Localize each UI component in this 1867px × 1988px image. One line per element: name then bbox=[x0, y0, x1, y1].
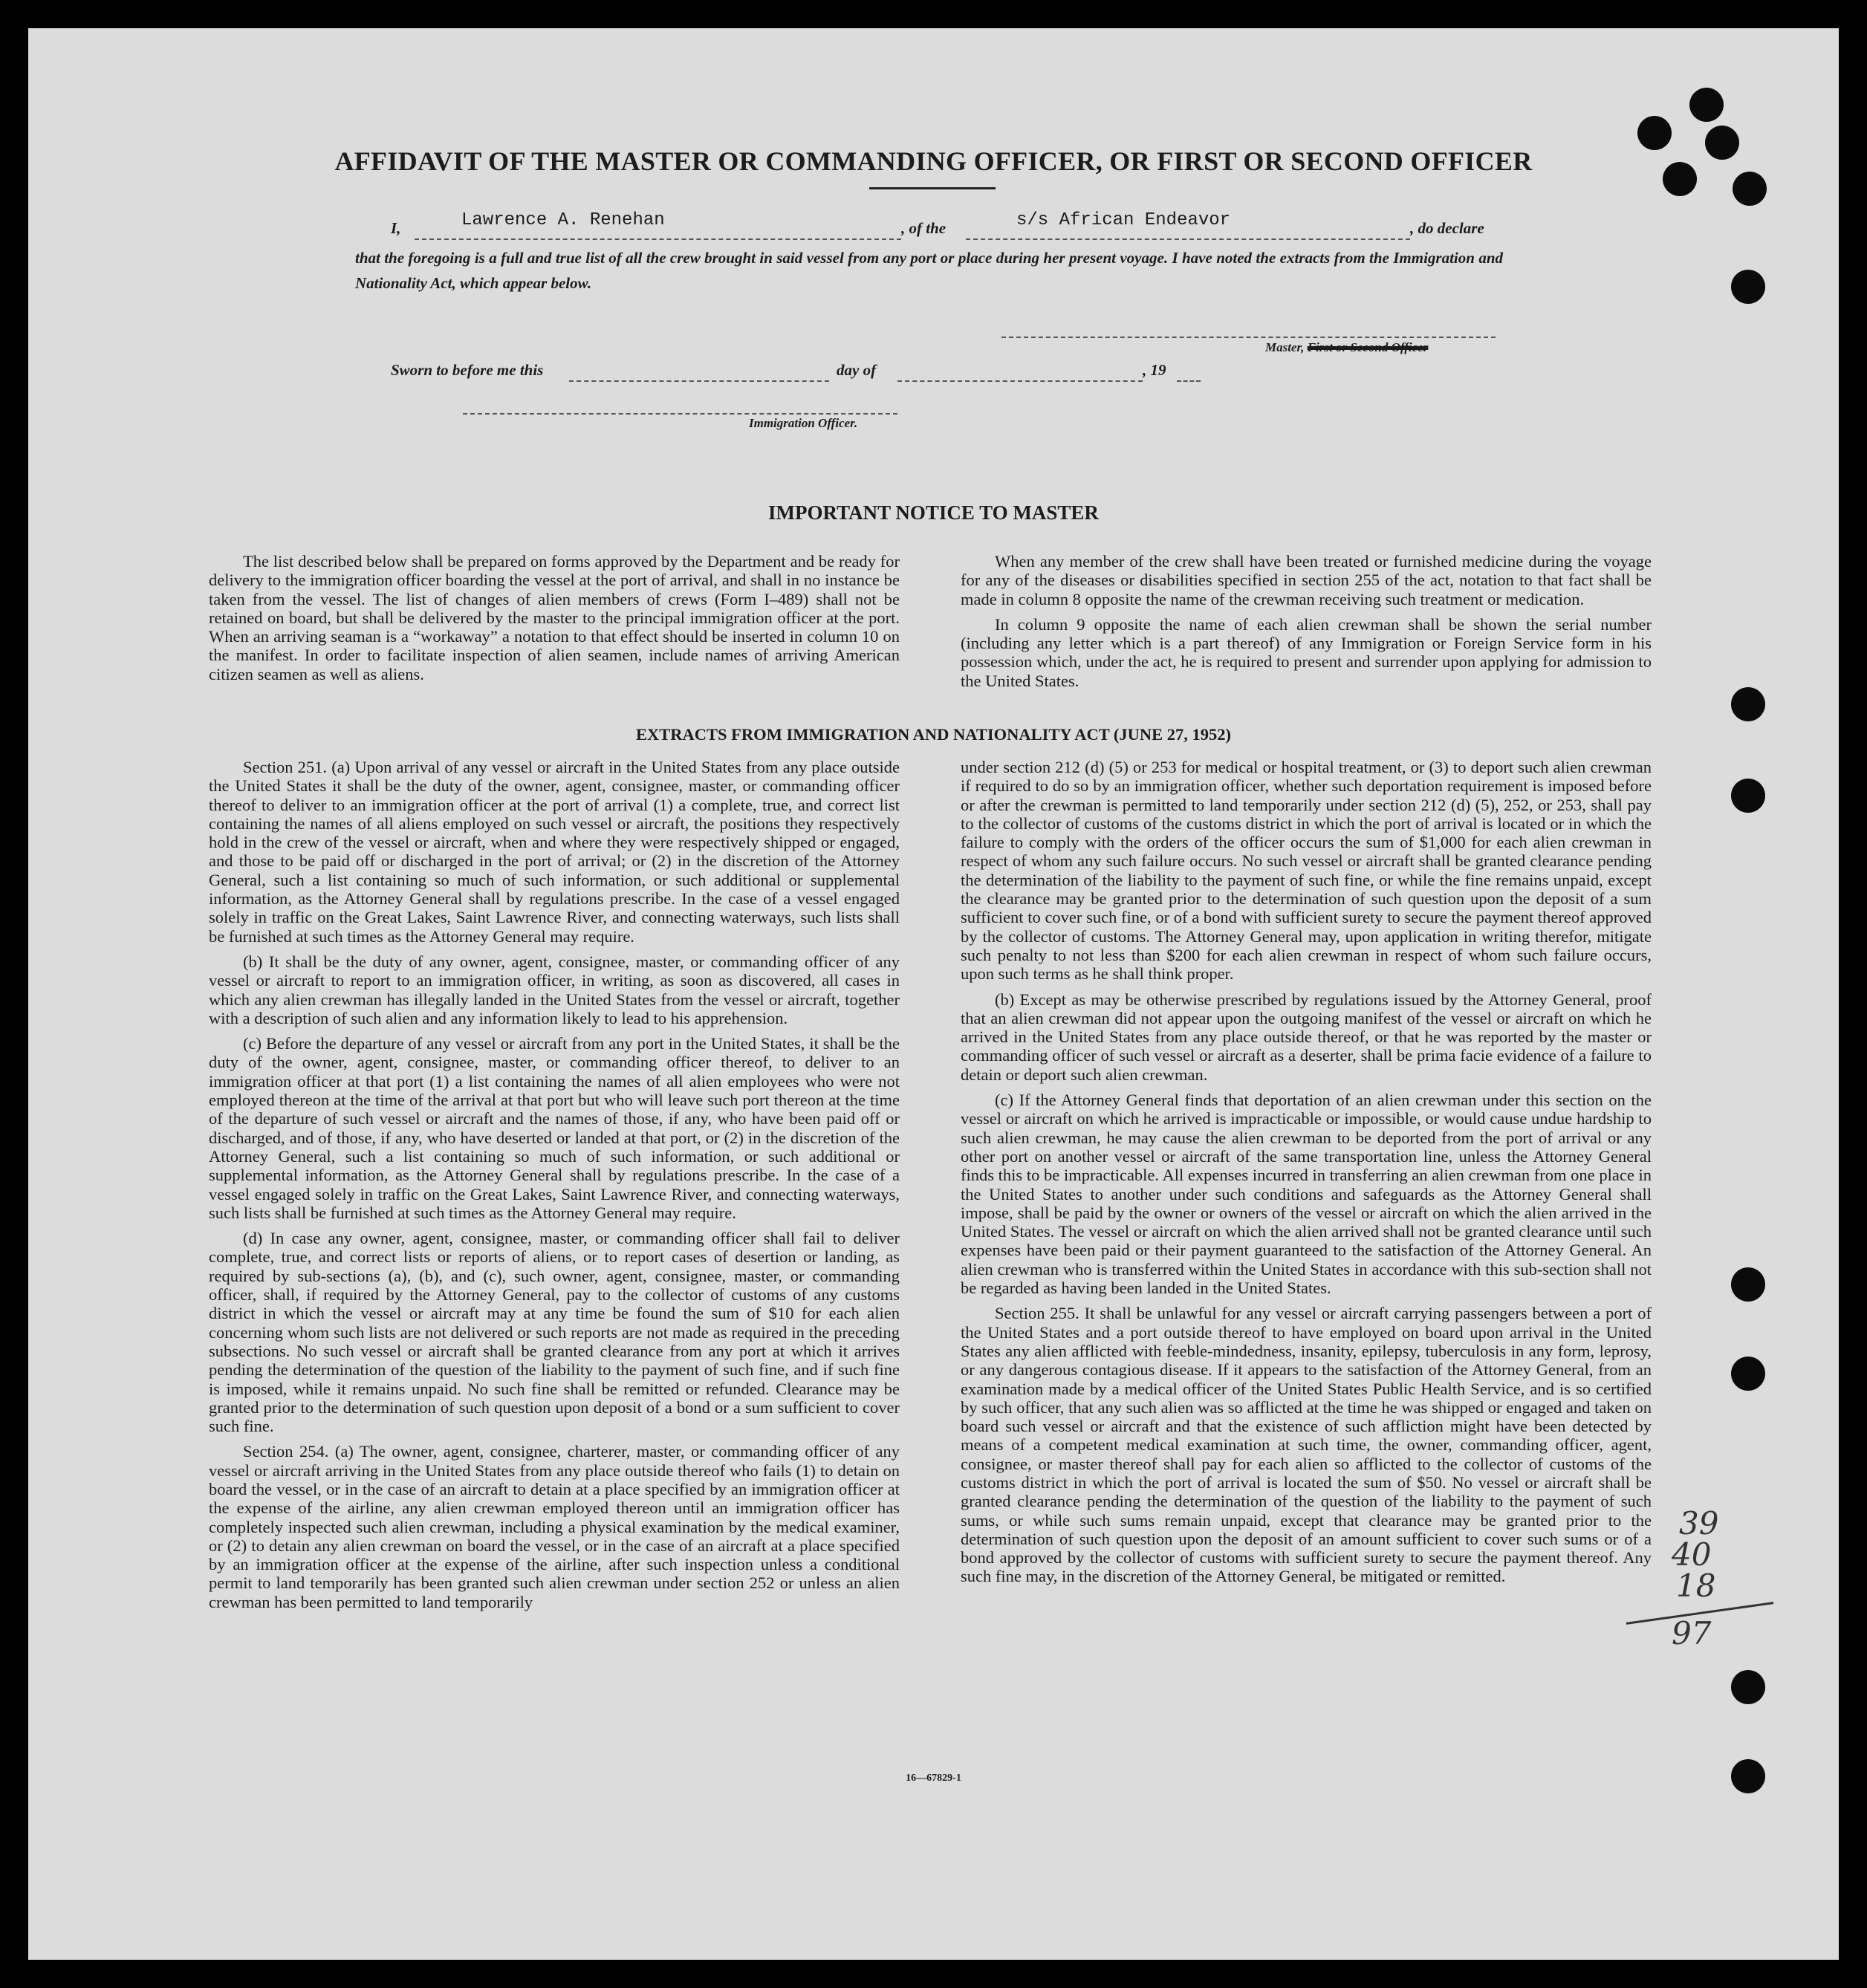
declaration-text: that the foregoing is a full and true list of all the crew brought in said vessel from any port or place during her present voyage. I have noted the extracts from the Immigration and Nationality Act, which appear below. bbox=[355, 249, 1503, 292]
notice-right-paragraph-1: When any member of the crew shall have been treated or furnished medicine during the voyage for any of the diseases or disabilities specified in section 255 of the act, notation to that fact shall be made in column 8 opposite the name of the crewman receiving such treatment or medication. bbox=[961, 552, 1652, 608]
of-the-label: , of the bbox=[901, 219, 947, 237]
form-number: 16—67829-1 bbox=[906, 1773, 961, 1784]
vessel-line bbox=[966, 238, 1410, 240]
section-254-a-continued: under section 212 (d) (5) or 253 for medical or hospital treatment, or (3) to deport such alien crewman if required to do so by an immigration officer, whether such deportation requirement is imposed before or after the crewman is permitted to land temporarily under section 212 (d) (5), 252, or 253, shall pay to the collector of customs of the customs district in which the port of arrival is located or in which the failure to comply with the orders of the officer occurs the sum of $1,000 for each alien crewman in respect of whom any such failure occurs. No such vessel or aircraft shall be granted clearance pending the determination of the liability to the payment of such fine, or while the fine remains unpaid, except the clearance may be granted prior to the determination of such question upon the deposit of a sum sufficient to cover such fine, or of a bond with sufficient surety to secure the payment thereof approved by the collector of customs. The Attorney General may, upon application in writing therefor, mitigate such penalty to not less than $200 for each alien crewman in respect of whom such failure occurs, upon such terms as he shall think proper. bbox=[961, 758, 1652, 984]
punch-hole bbox=[1731, 1670, 1765, 1704]
notice-right-column bbox=[961, 552, 1652, 697]
master-caption bbox=[1265, 340, 1428, 355]
sworn-label: Sworn to before me this bbox=[391, 361, 544, 379]
punch-hole bbox=[1689, 88, 1724, 122]
punch-hole bbox=[1731, 1267, 1765, 1302]
i-label: I, bbox=[391, 219, 401, 237]
notice-right-paragraph-2: In column 9 opposite the name of each alien crewman shall be shown the serial number (including any letter which is a part thereof) of any Immigration or Foreign Service form in his possession which, under the act, he is required to present and surrender upon applying for admission to the United States. bbox=[961, 614, 1652, 690]
extracts-right-column bbox=[961, 758, 1652, 1593]
section-254-a: Section 254. (a) The owner, agent, consignee, charterer, master, or commanding officer of any vessel or aircraft arriving in the United States from any place outside thereof who fails (1) to detain on board the vessel, or in the case of an aircraft to detain at a place specified by an immigration officer at the expense of the airline, any alien crewman employed thereon until an immigration officer has completely inspected such alien crewman, including a physical examination by the medical examiner, or (2) to detain any alien crewman on board the vessel, or in the case of an aircraft at a place specified by an immigration officer at the expense of the airline, after such inspection unless a conditional permit to land temporarily has been granted such alien crewman under section 252 or unless an alien crewman has been permitted to land temporarily bbox=[209, 1442, 900, 1611]
handwritten-number: 40 bbox=[1672, 1536, 1712, 1573]
master-caption-struck: First or Second Officer bbox=[1307, 340, 1429, 354]
punch-hole bbox=[1637, 116, 1672, 150]
handwritten-number: 18 bbox=[1676, 1568, 1716, 1604]
title-rule bbox=[869, 187, 996, 189]
year-line bbox=[1177, 380, 1201, 382]
handwritten-total: 97 bbox=[1672, 1615, 1712, 1651]
extracts-left-column bbox=[209, 758, 900, 1618]
punch-hole bbox=[1731, 779, 1765, 813]
affidavit-title: AFFIDAVIT OF THE MASTER OR COMMANDING OFFICER, OR FIRST OR SECOND OFFICER bbox=[334, 146, 1533, 176]
punch-hole bbox=[1731, 1357, 1765, 1391]
document-page bbox=[28, 28, 1839, 1960]
sworn-month-line bbox=[897, 380, 1143, 382]
master-signature-line bbox=[1001, 337, 1496, 338]
sworn-day-line bbox=[569, 380, 829, 382]
punch-hole bbox=[1731, 270, 1765, 304]
punch-hole bbox=[1731, 1759, 1765, 1793]
handwritten-number: 39 bbox=[1679, 1505, 1719, 1542]
vessel-name: s/s African Endeavor bbox=[1016, 210, 1231, 230]
master-caption-prefix: Master, bbox=[1265, 340, 1305, 354]
notice-left-column bbox=[209, 552, 900, 690]
punch-hole bbox=[1731, 687, 1765, 721]
section-255: Section 255. It shall be unlawful for any vessel or aircraft carrying passengers between a port of the United States and a port outside thereof to have employed on board upon arrival in the United States any alien afflicted with feeble-mindedness, insanity, epilepsy, tuberculosis in any form, leprosy, or any dangerous contagious disease. If it appears to the satisfaction of the Attorney General, from an examination made by a medical officer of the United States Public Health Service, and is so certified by such officer, that any such alien was so afflicted at the time he was shipped or engaged and taken on board such vessel or aircraft and that the existence of such affliction might have been detected by means of a competent medical examination at such time, the owner, commanding officer, agent, consignee, or master thereof shall pay for each alien so afflicted to the collector of customs of the customs district in which the port of arrival is located the sum of $50. No vessel or aircraft shall be granted clearance pending the determination of the question of the liability to the payment of such sums, or while such sums remain unpaid, except that clearance may be granted prior to the determination of such question upon the deposit of an amount sufficient to cover such sums or of a bond approved by the collector of customs with sufficient surety to secure the payment thereof. Any such fine may, in the discretion of the Attorney General, be mitigated or remitted. bbox=[961, 1304, 1652, 1586]
section-251-a: Section 251. (a) Upon arrival of any vessel or aircraft in the United States from any place outside the United States it shall be the duty of the owner, agent, consignee, master, or commanding officer thereof to deliver to an immigration officer at the port of arrival (1) a complete, true, and correct list containing the names of all aliens employed on such vessel or aircraft, the positions they respectively hold in the crew of the vessel or aircraft, when and where they were respectively shipped or engaged, and those to be paid off or discharged in the port of arrival; or (2) in the discretion of the Attorney General, such a list containing so much of such information, or such additional or supplemental information, as the Attorney General shall by regulations prescribe. In the case of a vessel engaged solely in traffic on the Great Lakes, Saint Lawrence River, and connecting waterways, such lists shall be furnished at such times as the Attorney General may require. bbox=[209, 758, 900, 946]
immigration-officer-caption: Immigration Officer. bbox=[749, 416, 858, 430]
extracts-title: EXTRACTS FROM IMMIGRATION AND NATIONALITY ACT (JUNE 27, 1952) bbox=[635, 725, 1232, 744]
name-line bbox=[415, 238, 901, 240]
punch-hole bbox=[1663, 162, 1697, 196]
officer-signature-line bbox=[463, 413, 897, 415]
year-label: , 19 bbox=[1143, 361, 1166, 379]
punch-hole bbox=[1705, 126, 1739, 160]
section-254-b: (b) Except as may be otherwise prescribed by regulations issued by the Attorney General, proof that an alien crewman did not appear upon the outgoing manifest of the vessel or aircraft on which he arrived in the United States from any place outside thereof, or that he was reported by the master or commanding officer of such vessel or aircraft as a deserter, shall be prima facie evidence of a failure to detain or deport such alien crewman. bbox=[961, 990, 1652, 1084]
notice-left-paragraph: The list described below shall be prepared on forms approved by the Department and be ready for delivery to the immigration officer boarding the vessel at the port of arrival, and shall in no instance be taken from the vessel. The list of changes of alien members of crews (Form I–489) shall not be retained on board, but shall be delivered by the master to the principal immigration officer at the port. When an arriving seaman is a “workaway” a notation to that effect should be inserted in column 10 on the manifest. In order to facilitate inspection of alien seamen, include names of arriving American citizen seamen as well as aliens. bbox=[209, 552, 900, 683]
section-254-c: (c) If the Attorney General finds that deportation of an alien crewman under this section on the vessel or aircraft on which he arrived is impracticable or impossible, or would cause undue hardship to such alien crewman, he may cause the alien crewman to be deported from the port of arrival or any other port on another vessel or aircraft of the same transportation line, unless the Attorney General finds this to be impracticable. All expenses incurred in transferring an alien crewman from one place in the United States to another under such conditions and safeguards as the Attorney General shall impose, shall be paid by the owner or owners of the vessel or aircraft on which the alien arrived in the United States. The vessel or aircraft on which the alien arrived shall not be granted clearance until such expenses have been paid or their payment guaranteed to the satisfaction of the Attorney General. An alien crewman who is transferred within the United States in accordance with this sub-section shall not be regarded as having been landed in the United States. bbox=[961, 1091, 1652, 1298]
section-251-c: (c) Before the departure of any vessel or aircraft from any port in the United States, it shall be the duty of the owner, agent, consignee, master, or commanding officer thereof, to deliver to an immigration officer at that port (1) a list containing the names of all alien employees who were not employed thereon at the time of the arrival at that port but who will leave such port thereon at the time of the departure of such vessel or aircraft and the names of those, if any, who have been paid off or discharged, and of those, if any, who have deserted or landed at that port, or (2) in the discretion of the Attorney General, such a list containing so much of such information, or such additional or supplemental information, as the Attorney General shall by regulations prescribe. In the case of a vessel engaged solely in traffic on the Great Lakes, Saint Lawrence River, and connecting waterways, such lists shall be furnished at such times as the Attorney General may require. bbox=[209, 1034, 900, 1222]
master-name: Lawrence A. Renehan bbox=[461, 210, 665, 230]
day-of-label: day of bbox=[837, 361, 877, 379]
punch-hole bbox=[1733, 172, 1767, 206]
notice-title: IMPORTANT NOTICE TO MASTER bbox=[768, 501, 1099, 524]
section-251-d: (d) In case any owner, agent, consignee, master, or commanding officer shall fail to deliver complete, true, and correct lists or reports of aliens, or to report cases of desertion or landing, as required by sub-sections (a), (b), and (c), such owner, agent, consignee, master, or commanding officer, shall, if required by the Attorney General, pay to the collector of customs of any customs district in which the vessel or aircraft may at any time be found the sum of $10 for each alien concerning whom such lists are not delivered or such reports are not made as required in the preceding subsections. No such vessel or aircraft shall be granted clearance from any port at which it arrives pending the determination of the question of the liability to the payment of such fine, and if such fine is imposed, while it remains unpaid. No such fine shall be remitted or refunded. Clearance may be granted prior to the determination of such question upon deposit of a bond or a sum sufficient to cover such fine. bbox=[209, 1229, 900, 1436]
do-declare-label: , do declare bbox=[1410, 219, 1484, 237]
section-251-b: (b) It shall be the duty of any owner, agent, consignee, master, or commanding officer of any vessel or aircraft to report to an immigration officer, in writing, as soon as discovered, all cases in which any alien crewman has illegally landed in the United States from the vessel or aircraft, together with a description of such alien and any information likely to lead to his apprehension. bbox=[209, 952, 900, 1027]
